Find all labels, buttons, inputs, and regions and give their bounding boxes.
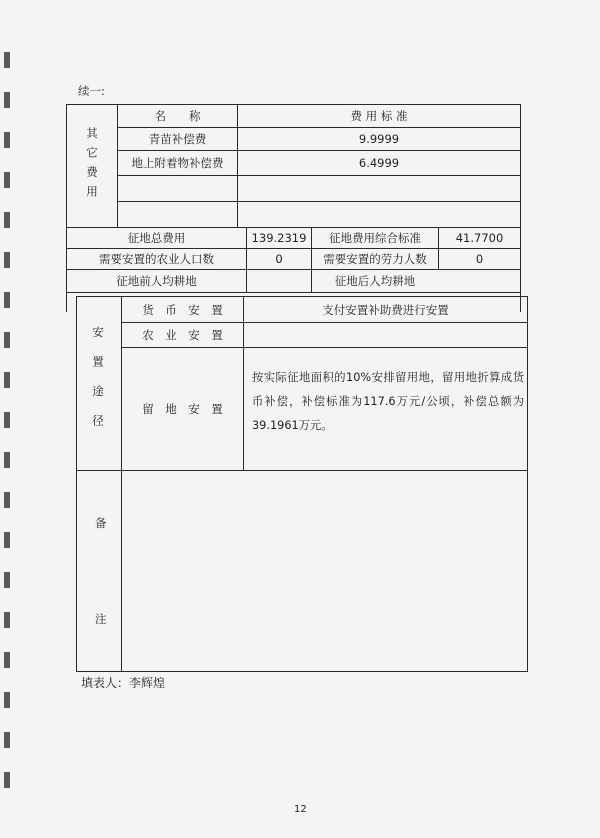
labor-count-value: 0 (475, 252, 484, 266)
binding-hole (4, 492, 10, 508)
grid-line (117, 175, 520, 176)
filled-by: 填表人：李辉煌 (81, 676, 166, 690)
fee-name-seedling: 青苗补偿费 (148, 132, 207, 146)
grid-line (66, 292, 521, 293)
name-column-header: 名 称 (154, 109, 201, 123)
binding-hole (4, 132, 10, 148)
table-border (527, 296, 528, 672)
composite-standard-label: 征地费用综合标准 (329, 231, 421, 245)
after-per-capita-label: 征地后人均耕地 (334, 274, 416, 288)
table-border (520, 104, 521, 312)
other-fees-section-label: 其它费用 (85, 127, 99, 205)
fee-value-attachments: 6.4999 (358, 156, 400, 170)
binding-hole (4, 532, 10, 548)
binding-hole (4, 292, 10, 308)
binding-hole (4, 772, 10, 788)
monetary-resettlement-content: 支付安置补助费进行安置 (322, 302, 449, 317)
farm-population-label: 需要安置的农业人口数 (99, 252, 214, 266)
reserved-land-resettlement-label: 留 地 安 置 (142, 402, 223, 416)
fee-name-attachments: 地上附着物补偿费 (131, 156, 224, 170)
binding-hole (4, 412, 10, 428)
fee-value-seedling: 9.9999 (358, 132, 400, 146)
composite-standard-value: 41.7700 (455, 231, 504, 245)
grid-line (117, 201, 520, 202)
monetary-resettlement-label: 货 币 安 置 (142, 302, 223, 317)
total-fee-value: 139.2319 (251, 231, 307, 245)
binding-hole (4, 732, 10, 748)
page-number: 12 (294, 804, 307, 815)
binding-holes (4, 0, 14, 838)
labor-count-label: 需要安置的劳力人数 (323, 252, 427, 266)
binding-hole (4, 332, 10, 348)
table-border (76, 296, 77, 672)
remarks-label-top: 备 (95, 516, 107, 530)
continuation-label: 续一: (78, 84, 105, 98)
binding-hole (4, 452, 10, 468)
farm-population-value: 0 (275, 252, 283, 266)
binding-hole (4, 52, 10, 68)
standard-column-header: 费 用 标 准 (350, 109, 408, 123)
binding-hole (4, 372, 10, 388)
binding-hole (4, 212, 10, 228)
resettlement-section-label: 安置途径 (91, 326, 105, 444)
binding-hole (4, 252, 10, 268)
binding-hole (4, 692, 10, 708)
before-per-capita-label: 征地前人均耕地 (116, 274, 197, 288)
grid-line (76, 470, 528, 471)
binding-hole (4, 612, 10, 628)
binding-hole (4, 172, 10, 188)
remarks-label-bottom: 注 (95, 612, 107, 626)
agricultural-resettlement-label: 农 业 安 置 (142, 328, 223, 342)
table-border (76, 671, 528, 672)
binding-hole (4, 92, 10, 108)
binding-hole (4, 652, 10, 668)
total-fee-label: 征地总费用 (127, 231, 186, 245)
binding-hole (4, 572, 10, 588)
reserved-land-resettlement-content: 按实际征地面积的10%安排留用地，留用地折算成货币补偿，补偿标准为117.6万元/公顷，补偿总额为39.1961万元。 (252, 371, 524, 432)
